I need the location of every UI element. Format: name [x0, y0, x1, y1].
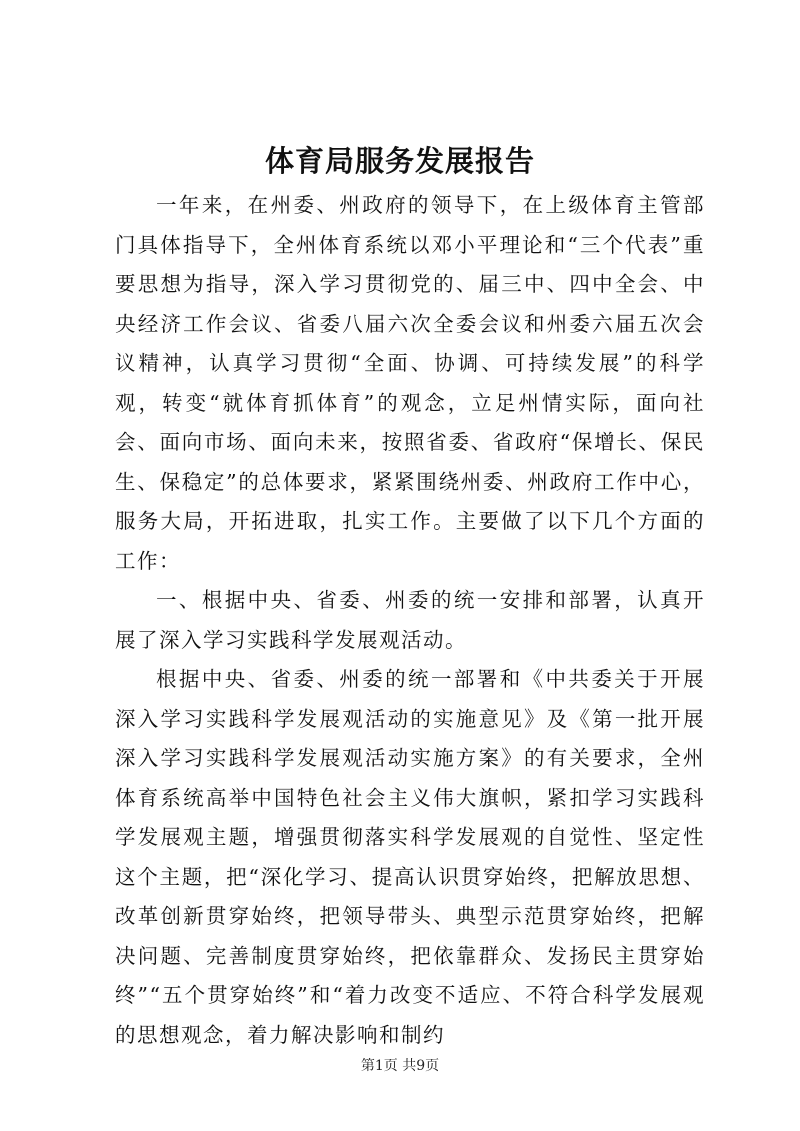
document-title: 体育局服务发展报告 — [264, 144, 535, 178]
document-body — [115, 186, 705, 1055]
paragraph-intro: 一年来，在州委、州政府的领导下，在上级体育主管部门具体指导下，全州体育系统以邓小平理论和“三个代表”重要思想为指导，深入学习贯彻党的、届三中、四中全会、中央经济工作会议、省委八届六次全委会议和州委六届五次会议精神，认真学习贯彻“全面、协调、可持续发展”的科学观，转变“就体育抓体育”的观念，立足州情实际，面向社会、面向市场、面向未来，按照省委、省政府“保增长、保民生、保稳定”的总体要求，紧紧围绕州委、州政府工作中心，服务大局，开拓进取，扎实工作。主要做了以下几个方面的工作： — [115, 193, 705, 573]
paragraph-section-body: 根据中央、省委、州委的统一部署和《中共委关于开展深入学习实践科学发展观活动的实施意见》及《第一批开展深入学习实践科学发展观活动实施方案》的有关要求，全州体育系统高举中国特色社会主义伟大旗帜，紧扣学习实践科学发展观主题，增强贯彻落实科学发展观的自觉性、坚定性这个主题，把“深化学习、提高认识贯穿始终，把解放思想、改革创新贯穿始终，把领导带头、典型示范贯穿始终，把解决问题、完善制度贯穿始终，把依靠群众、发扬民主贯穿始终”“五个贯穿始终”和“着力改变不适应、不符合科学发展观的思想观念，着力解决影响和制约 — [115, 667, 705, 1047]
page-footer: 第1页 共9页 — [360, 1058, 440, 1074]
paragraph-section-heading: 一、根据中央、省委、州委的统一安排和部署，认真开展了深入学习实践科学发展观活动。 — [115, 588, 705, 652]
